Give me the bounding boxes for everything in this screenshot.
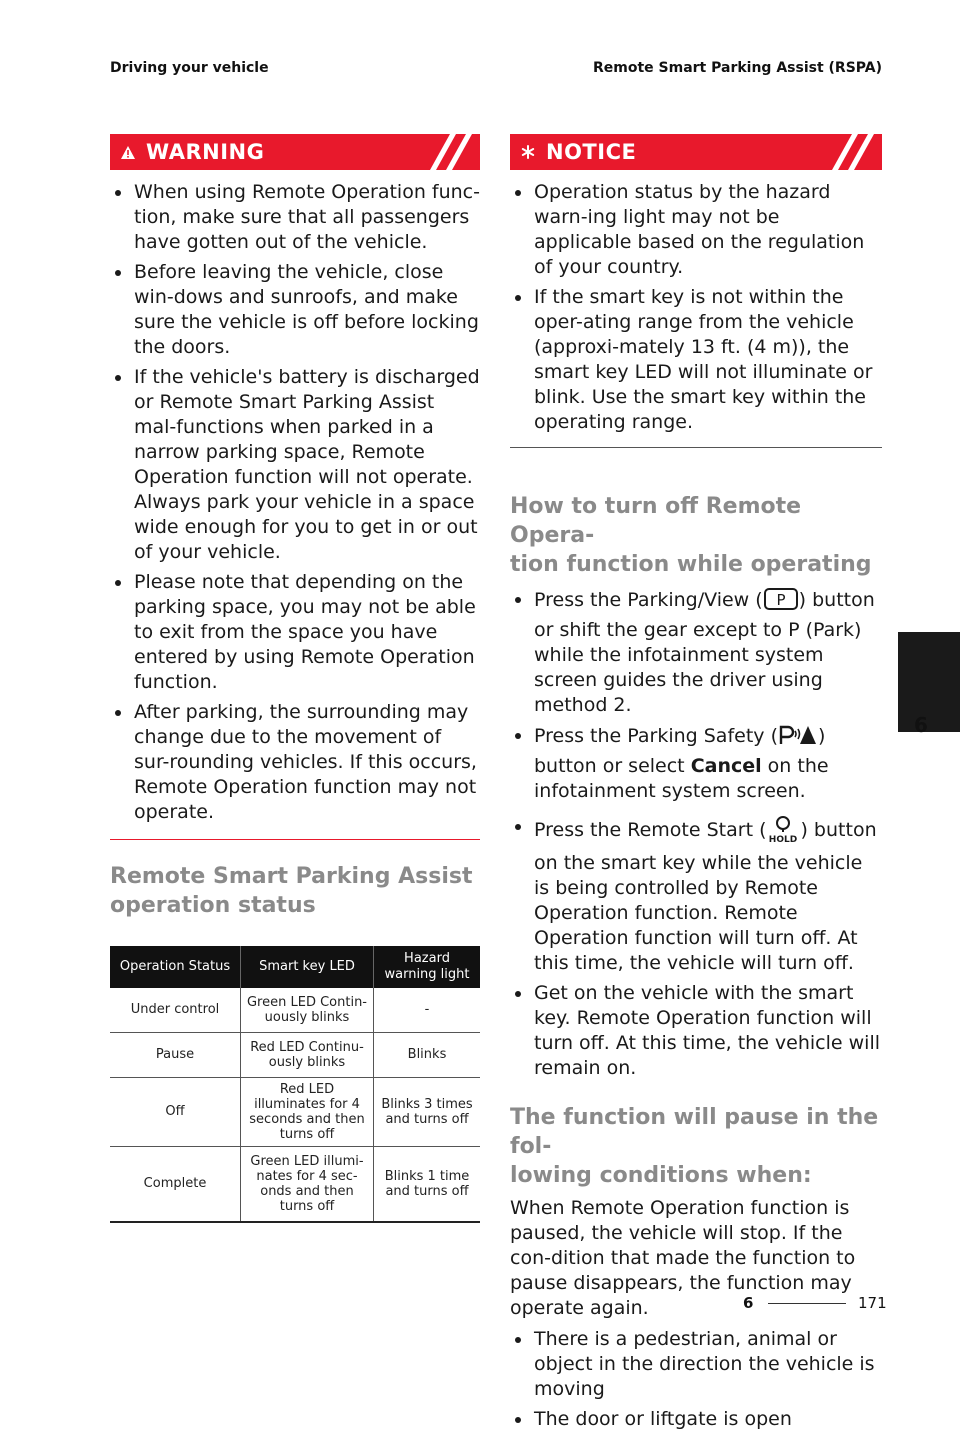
pause-list <box>510 1327 882 1432</box>
operation-status-table <box>110 946 480 1223</box>
turn-off-list <box>510 587 882 1081</box>
chapter-side-tab <box>898 632 960 732</box>
table-cell: Blinks <box>374 1032 481 1077</box>
warning-item: Please note that depending on the parking space, you may not be able to exit from the space you have entered by using Remote Operation function. <box>110 570 480 695</box>
table-cell: Red LED illuminates for 4 seconds and then turns off <box>241 1077 374 1146</box>
asterisk-icon <box>520 144 536 160</box>
table-row <box>110 1146 480 1222</box>
pause-section-heading: The function will pause in the fol- lowing conditions when: <box>510 1105 879 1188</box>
table-cell: Pause <box>110 1032 241 1077</box>
left-column <box>110 134 480 1223</box>
table-row <box>110 988 480 1032</box>
right-column <box>510 134 882 1437</box>
table-header-cell: Operation Status <box>110 946 241 988</box>
table-cell: - <box>374 988 481 1032</box>
warning-item: After parking, the surrounding may change due to the movement of sur-rounding vehicles. If this occurs, Remote Operation function may not operate. <box>110 700 480 825</box>
svg-text:P: P <box>776 591 786 609</box>
table-cell: Blinks 1 time and turns off <box>374 1146 481 1222</box>
running-header-right: Remote Smart Parking Assist (RSPA) <box>592 60 882 76</box>
svg-text:HOLD: HOLD <box>769 835 798 844</box>
table-header-row <box>110 946 480 988</box>
warning-item: If the vehicle's battery is discharged or Remote Smart Parking Assist mal-functions when parked in a narrow parking space, Remote Operation function will not operate. Always park your vehicle in a space wide enough for you to get in or out of your vehicle. <box>110 365 480 565</box>
status-section-heading: Remote Smart Parking Assist operation status <box>110 864 473 918</box>
remote-start-hold-icon <box>766 814 800 851</box>
banner-stripes-decoration <box>822 134 882 170</box>
table-cell: Under control <box>110 988 241 1032</box>
warning-bottom-rule <box>110 839 480 840</box>
table-cell: Red LED Continu-ously blinks <box>241 1032 374 1077</box>
notice-banner <box>510 134 882 170</box>
table-cell: Off <box>110 1077 241 1146</box>
running-header-left: Driving your vehicle <box>110 60 269 76</box>
warning-list <box>110 180 480 825</box>
turn-off-item: Get on the vehicle with the smart key. Remote Operation function will turn off. At this time, the vehicle will remain on. <box>510 981 882 1081</box>
table-header-cell: Hazard warning light <box>374 946 481 988</box>
turn-off-section-heading: How to turn off Remote Opera- tion function while operating <box>510 494 872 577</box>
warning-banner <box>110 134 480 170</box>
table-cell: Blinks 3 times and turns off <box>374 1077 481 1146</box>
warning-item: Before leaving the vehicle, close win-dows and sunroofs, and make sure the vehicle is off before locking the doors. <box>110 260 480 360</box>
pause-paragraph: When Remote Operation function is paused, the vehicle will stop. If the con-dition that made the function to pause disappears, the function may operate again. <box>510 1197 856 1319</box>
chapter-side-tab-number: 6 <box>914 713 928 737</box>
notice-bottom-rule <box>510 447 882 448</box>
pause-item: The door or liftgate is open <box>510 1407 882 1432</box>
parking-view-button-icon <box>763 587 799 618</box>
notice-list <box>510 180 882 435</box>
table-cell: Green LED Contin-uously blinks <box>241 988 374 1032</box>
footer-divider <box>768 1303 846 1304</box>
footer-chapter: 6 <box>743 1294 754 1312</box>
notice-title: NOTICE <box>546 140 637 164</box>
pause-item: There is a pedestrian, animal or object in the direction the vehicle is moving <box>510 1327 882 1402</box>
notice-item: If the smart key is not within the oper-ating range from the vehicle (approxi-mately 13 ft. (4 m)), the smart key LED will not illuminate or blink. Use the smart key within the operating range. <box>510 285 882 435</box>
parking-safety-button-icon <box>778 723 818 754</box>
turn-off-item: Press the Parking/View ( P ) button or shift the gear except to P (Park) while the infotainment system screen guides the driver using method 2. <box>510 587 882 718</box>
banner-stripes-decoration <box>420 134 480 170</box>
table-row <box>110 1032 480 1077</box>
warning-item: When using Remote Operation func-tion, make sure that all passengers have gotten out of the vehicle. <box>110 180 480 255</box>
warning-triangle-icon <box>120 145 136 160</box>
turn-off-item: Press the Parking Safety ( ) button or select Cancel on the infotainment system screen. <box>510 723 882 804</box>
notice-item: Operation status by the hazard warn-ing light may not be applicable based on the regulation of your country. <box>510 180 882 280</box>
warning-title: WARNING <box>146 140 265 164</box>
turn-off-item: Press the Remote Start ( HOLD ) button on the smart key while the vehicle is being controlled by Remote Operation function. Remote Operation function will turn off. At this time, the vehicle will turn off. <box>510 814 882 976</box>
table-cell: Complete <box>110 1146 241 1222</box>
footer-page-number: 171 <box>858 1294 887 1312</box>
table-row <box>110 1077 480 1146</box>
table-cell: Green LED illumi-nates for 4 sec-onds and then turns off <box>241 1146 374 1222</box>
table-header-cell: Smart key LED <box>241 946 374 988</box>
